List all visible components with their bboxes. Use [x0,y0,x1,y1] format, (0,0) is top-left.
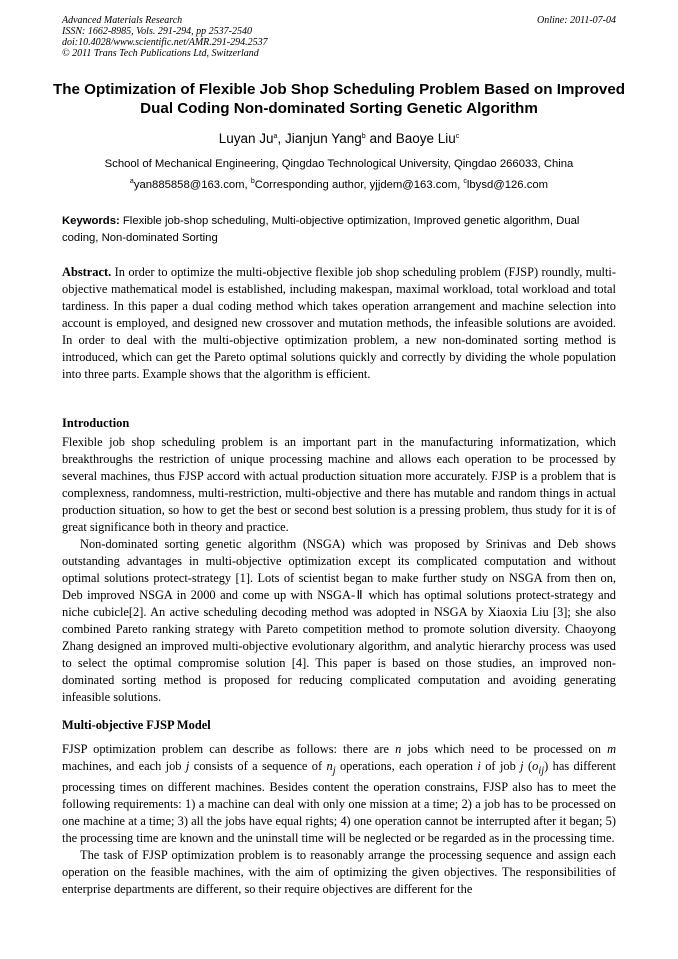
author-mark: c [455,133,460,140]
keywords-text: Flexible job-shop scheduling, Multi-objective optimization, Improved genetic algorithm, Dual coding, Non-dominated Sorting [62,215,580,244]
copyright-line: © 2011 Trans Tech Publications Ltd, Switzerland [62,48,259,59]
author-mark: a [273,133,278,140]
paragraph: The task of FJSP optimization problem is to reasonably arrange the processing sequence and assign each operation on the feasible machines, with the aim of optimizing the given objectives. The responsibilities of enterprise departments are different, so their require objectives are different for the [62,848,616,897]
email-mark: a [129,178,134,185]
journal-header [62,15,616,59]
model-body [62,741,616,898]
email-line [0,178,678,192]
email-mark: c [463,178,467,185]
issn-line: ISSN: 1662-8985, Vols. 291-294, pp 2537-2540 [62,26,252,37]
author-name: Jianjun Yang [284,131,362,146]
author-separator: and [365,131,396,146]
text-run: ) has different processing times on different machines. Besides content the operation constrains, FJSP also has to meet the following requirements: 1) a machine can deal with only one mission at a time; 2) a job has to be processed on one machine at a time; 3) all the jobs have equal rights; 4) one operation cannot be interrupted after it began; 5) the processing time are known and the uninstall time will be neglected or be regarded as in the processing time. [62,759,616,846]
author-mark: b [361,133,366,140]
text-run: jobs which need to be processed on [401,742,608,756]
math-var: n [326,759,333,773]
author-name: Luyan Ju [218,131,274,146]
math-var: n [395,742,402,756]
author-name: Baoye Liu [395,131,456,146]
author-line [0,131,678,147]
affiliation: School of Mechanical Engineering, Qingdao Technological University, Qingdao 266033, China [104,158,574,170]
email-mark: b [250,178,255,185]
keywords [62,213,616,247]
text-run: ( [523,759,533,773]
abstract [62,264,616,383]
math-var: j [520,759,524,773]
math-subscript: ij [538,765,545,777]
text-run: operations, each operation [335,759,478,773]
email-text: lbysd@126.com [466,179,549,191]
math-var: m [607,742,617,756]
abstract-label: Abstract. [62,265,112,279]
abstract-text: In order to optimize the multi-objective flexible job shop scheduling problem (FJSP) roundly, multi-objective mathematical model is established, including makespan, maximal workload, total workload and total tardiness. In this paper a dual coding method which takes operation arrangement and machine selection into account is employed, and designed new crossover and mutation methods, the infeasible solutions are avoided. In order to deal with the multi-objective optimization problem, a new non-dominated sorting method is introduced, which can get the Pareto optimal solutions quickly and correctly by dividing the whole population into three parts. Example shows that the algorithm is efficient. [62,265,616,381]
text-run: machines, and each job [62,759,186,773]
online-date: Online: 2011-07-04 [537,15,616,26]
math-var: j [185,759,190,773]
keywords-label: Keywords: [62,215,120,227]
paragraph: Non-dominated sorting genetic algorithm (NSGA) which was proposed by Srinivas and Deb shows outstanding advantages in multi-objective optimization except its complicated computation and without optimal solutions protect-strategy [1]. Lots of scientist began to make further study on NSGA from then on, Deb improved NSGA in 2000 and come up with NSGA-Ⅱ which has optimal solutions protect-strategy and niche cubicle[2]. An active scheduling decoding method was adopted in NSGA by Xiaoxia Liu [3]; she also combined Pareto ranking strategy with Pareto competition method to promote solution diversity. Chaoyong Zhang designed an improved multi-objective evolutionary algorithm, and analytic hierarchy process was used to select the optimal compromise solution [4]. This paper is based on those studies, an improved non-dominated sorting method is proposed for reducing complicated computation and avoiding generating infeasible solutions. [62,537,616,704]
paragraph: Flexible job shop scheduling problem is an important part in the manufacturing informatization, which breakthroughs the restriction of unique processing machine and allows each operation to be processed by several machines, thus FJSP accord with actual production situation more accurately. FJSP is a problem that is complexness, randomness, multi-restriction, multi-objective and there has mutable and random things in actual production situation, so how to get the best or second best solution is a pressing problem, thus study for it is of great significance both in theory and practice. [62,435,616,534]
paper-title: The Optimization of Flexible Job Shop Scheduling Problem Based on Improved Dual Coding Non-dominated Sorting Genetic Algorithm [52,81,626,117]
author-separator: , [277,131,285,146]
section-heading-model: Multi-objective FJSP Model [62,718,211,732]
section-heading-introduction: Introduction [62,416,130,430]
math-subscript: j [332,765,336,777]
doi-line: doi:10.4028/www.scientific.net/AMR.291-294.2537 [62,37,268,48]
email-text: Corresponding author, yjjdem@163.com, [254,179,464,191]
math-var: o [532,759,539,773]
publication-info [62,15,616,59]
paragraph [62,741,616,847]
text-run: consists of a sequence of [189,759,327,773]
email-text: yan885858@163.com, [133,179,251,191]
journal-name: Advanced Materials Research [62,15,183,26]
math-var: i [477,759,481,773]
introduction-body [62,434,616,706]
text-run: of job [480,759,521,773]
text-run: FJSP optimization problem can describe as follows: there are [62,742,396,756]
